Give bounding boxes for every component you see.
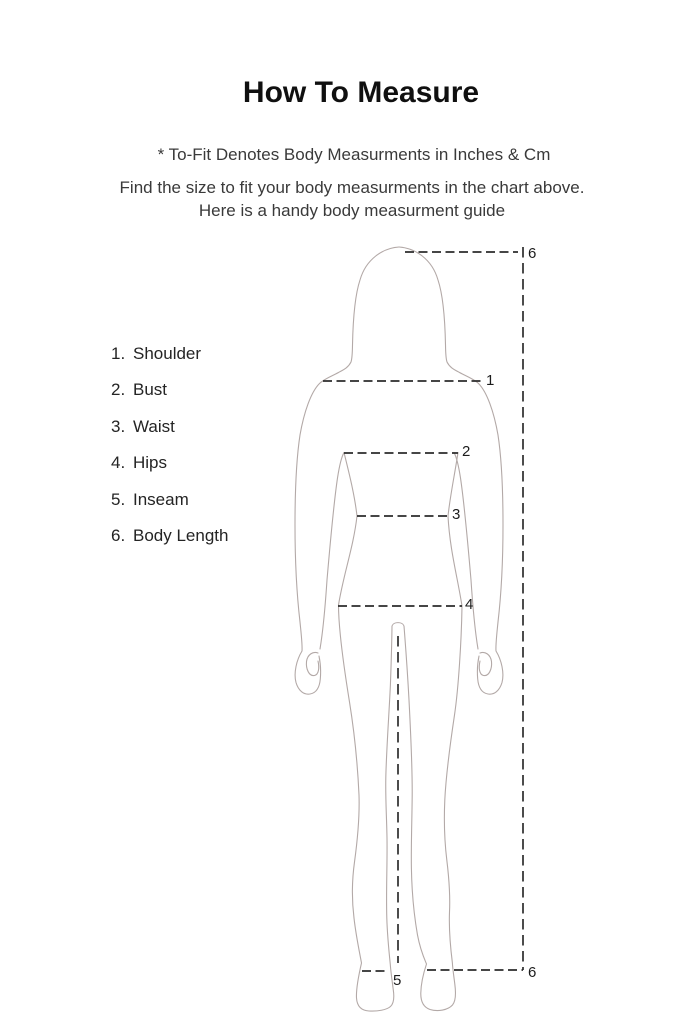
fit-note: * To-Fit Denotes Body Measurments in Inches & Cm [157,145,551,164]
left-inner-arm-outline [320,453,344,650]
left-side-outline [295,247,399,694]
measurement-markers [393,245,536,989]
description-line-1: Find the size to fit your body measurments in the chart above. [119,178,585,197]
measurement-lines [323,247,523,971]
list-item-number: 1. [111,344,126,363]
list-item-label: Bust [133,380,168,400]
list-item-number: 6. [111,525,126,545]
right-side-outline [399,247,503,694]
list-item-number: 4. [111,453,126,473]
marker-3-waist: 3 [452,505,461,523]
marker-1-shoulder: 1 [486,371,495,389]
list-item-number: 5. [111,489,126,509]
body-silhouette [295,247,503,1011]
list-item-number: 3. [111,416,126,436]
marker-6-bottom: 6 [528,963,537,981]
list-item-label: Body Length [133,525,229,545]
torso-and-legs-outline [339,453,463,1012]
list-item-label: Shoulder [133,344,202,363]
page-title: How To Measure [242,76,480,110]
left-thumb-outline [306,652,318,675]
list-item-label: Inseam [133,489,189,509]
right-inner-arm-outline [454,453,478,650]
marker-6-top: 6 [528,244,537,262]
right-thumb-outline [479,652,491,675]
list-item-label: Waist [133,416,175,436]
list-item-label: Hips [133,453,168,473]
marker-5-inseam: 5 [393,971,402,989]
marker-4-hips: 4 [465,595,474,613]
description-line-2: Here is a handy body measurment guide [198,201,506,220]
list-item-number: 2. [111,380,126,400]
marker-2-bust: 2 [462,442,471,460]
